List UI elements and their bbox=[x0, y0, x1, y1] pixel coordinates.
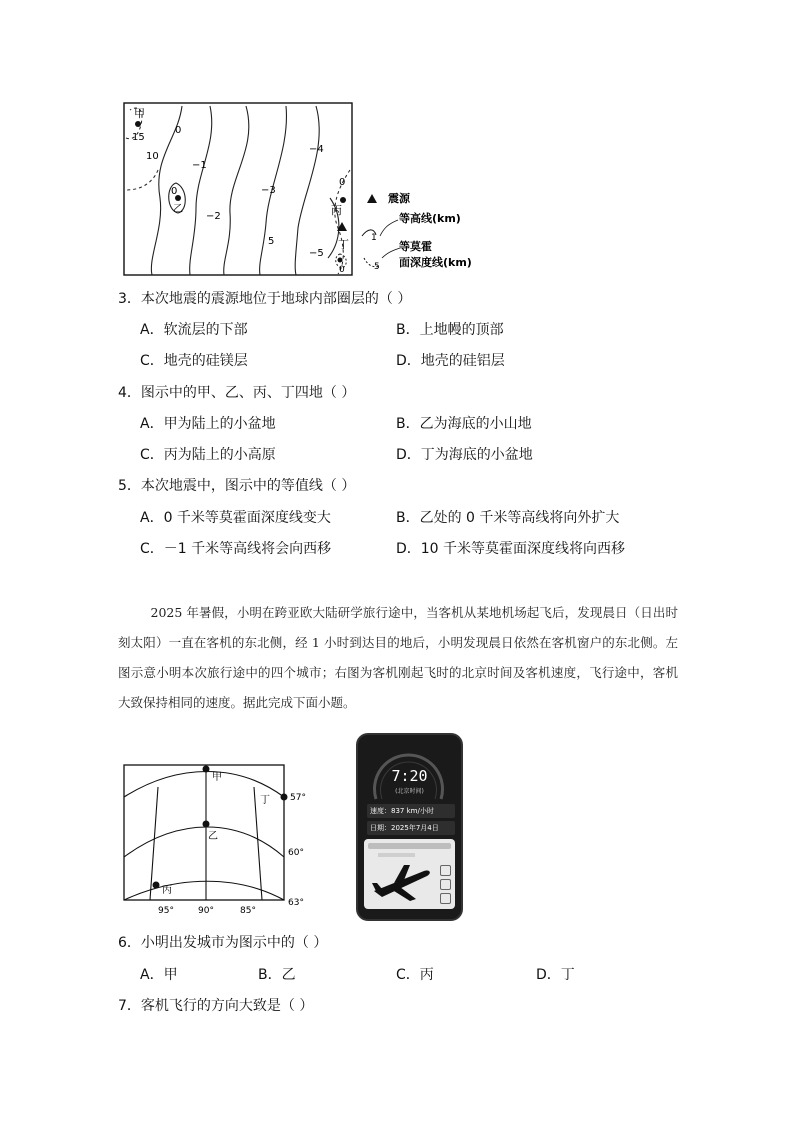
question-6-option-d: D．丁 bbox=[536, 967, 575, 983]
question-5-option-c: C．－1 千米等高线将会向西移 bbox=[140, 541, 332, 557]
lon-label-95: 95° bbox=[158, 906, 174, 916]
city-ding bbox=[281, 794, 288, 801]
city-label-bing: 丙 bbox=[162, 885, 172, 896]
label-0-a: 0 bbox=[175, 125, 182, 136]
card-header-bar bbox=[368, 843, 451, 849]
lon-label-85: 85° bbox=[240, 906, 256, 916]
label-0-b: 0 bbox=[339, 177, 346, 188]
airplane-icon bbox=[370, 861, 432, 903]
legend-moho-sample: 5 bbox=[374, 262, 380, 272]
question-6-option-c: C．丙 bbox=[396, 967, 434, 983]
side-control-1 bbox=[440, 865, 451, 876]
label-jia: 甲 bbox=[134, 107, 145, 120]
passage-block bbox=[118, 598, 678, 718]
question-4-text: 图示中的甲、乙、丙、丁四地（ ） bbox=[140, 385, 356, 401]
question-5-option-a: A．0 千米等莫霍面深度线变大 bbox=[140, 510, 331, 526]
point-ding bbox=[338, 258, 343, 263]
map2-frame bbox=[124, 765, 284, 900]
question-4-option-a: A．甲为陆上的小盆地 bbox=[140, 416, 276, 432]
legend-moho-leader bbox=[382, 248, 400, 258]
speed-readout: 速度：837 km/小时 bbox=[367, 804, 455, 818]
legend-contour-leader bbox=[380, 220, 398, 236]
question-3-option-c: C．地壳的硅镁层 bbox=[140, 353, 248, 369]
side-control-3 bbox=[440, 893, 451, 904]
side-control-2 bbox=[440, 879, 451, 890]
date-readout: 日期：2025年7月4日 bbox=[367, 821, 455, 835]
question-3-number: 3． bbox=[118, 291, 141, 307]
question-5-option-d: D．10 千米等莫霍面深度线将向西移 bbox=[396, 541, 626, 557]
legend-epicenter-icon bbox=[367, 194, 377, 203]
contour-moho-map bbox=[118, 98, 488, 280]
question-7-text: 客机飞行的方向大致是（ ） bbox=[140, 998, 314, 1014]
label-m3: −3 bbox=[261, 185, 276, 196]
question-3-option-d: D．地壳的硅铝层 bbox=[396, 353, 505, 369]
legend-epicenter: 震源 bbox=[388, 192, 410, 205]
point-jia bbox=[135, 121, 141, 127]
label-m5: −5 bbox=[309, 248, 324, 259]
question-5-number: 5． bbox=[118, 478, 141, 494]
parallel-57 bbox=[124, 772, 284, 798]
contour-line-m1 bbox=[190, 106, 212, 275]
question-4-option-c: C．丙为陆上的小高原 bbox=[140, 447, 276, 463]
graticule-city-map bbox=[118, 757, 318, 917]
question-5-option-b: B．乙处的 0 千米等高线将向外扩大 bbox=[396, 510, 620, 526]
departure-time: 7:20 bbox=[391, 767, 428, 785]
question-4-number: 4． bbox=[118, 385, 141, 401]
city-label-ding: 丁 bbox=[260, 795, 270, 806]
label-m4: −4 bbox=[309, 144, 324, 155]
flight-info-phone bbox=[356, 733, 463, 921]
label-m1: −1 bbox=[192, 160, 207, 171]
flight-card bbox=[364, 839, 455, 909]
question-6-stem bbox=[118, 933, 327, 953]
parallel-63 bbox=[124, 881, 284, 900]
point-bing bbox=[340, 197, 346, 203]
label-5: 5 bbox=[268, 236, 275, 247]
question-6-option-a: A．甲 bbox=[140, 967, 178, 983]
lon-label-90: 90° bbox=[198, 906, 214, 916]
label-m2: −2 bbox=[206, 211, 221, 222]
question-6-text: 小明出发城市为图示中的（ ） bbox=[140, 935, 328, 951]
question-7-stem bbox=[118, 996, 313, 1016]
city-yi bbox=[203, 821, 210, 828]
question-4-option-d: D．丁为海底的小盆地 bbox=[396, 447, 533, 463]
card-subheader-bar bbox=[378, 853, 415, 857]
city-bing bbox=[153, 882, 160, 889]
question-3-option-a: A．软流层的下部 bbox=[140, 322, 248, 338]
lat-label-57: 57° bbox=[290, 793, 306, 803]
label-ding: 丁 bbox=[338, 238, 349, 251]
question-3-text: 本次地震的震源地位于地球内部圈层的（ ） bbox=[140, 291, 412, 307]
question-6-option-b: B．乙 bbox=[258, 967, 296, 983]
city-jia bbox=[203, 766, 210, 773]
label-10: 10 bbox=[146, 151, 159, 162]
passage-text: 2025 年暑假，小明在跨亚欧大陆研学旅行途中，当客机从某地机场起飞后，发现晨日（日出时刻太阳）一直在客机的东北侧，经 1 小时到达目的地后，小明发现晨日依然在客机窗户的东北侧。左图示意小明本次旅行途中的四个城市；右图为客机刚起飞时的北京时间及客机速度，飞行途中，客机大致保持相同的速度。据此完成下面小题。 bbox=[118, 605, 678, 710]
legend-contour-sample: 1 bbox=[371, 233, 377, 243]
lat-label-60: 60° bbox=[288, 848, 304, 858]
question-4-option-b: B．乙为海底的小山地 bbox=[396, 416, 532, 432]
legend-moho-2: 面深度线(km) bbox=[399, 256, 472, 269]
parallel-60 bbox=[124, 827, 284, 857]
question-6-number: 6． bbox=[118, 935, 141, 951]
city-label-yi: 乙 bbox=[208, 831, 218, 842]
question-3-stem bbox=[118, 289, 411, 309]
moho-line-10 bbox=[126, 170, 158, 190]
question-5-stem bbox=[118, 476, 355, 496]
contour-line-m2 bbox=[224, 106, 249, 275]
question-4-stem bbox=[118, 383, 355, 403]
question-3-option-b: B．上地幔的顶部 bbox=[396, 322, 504, 338]
label-0-yi: 0 bbox=[171, 186, 178, 197]
label-0-c: 0 bbox=[339, 265, 345, 275]
lat-label-63: 63° bbox=[288, 898, 304, 908]
question-5-text: 本次地震中，图示中的等值线（ ） bbox=[140, 478, 356, 494]
city-label-jia: 甲 bbox=[212, 772, 222, 783]
label-yi: 乙 bbox=[173, 204, 183, 215]
label-bing: 丙 bbox=[331, 204, 342, 217]
question-7-number: 7． bbox=[118, 998, 141, 1014]
time-zone-note: (北京时间) bbox=[395, 788, 424, 795]
legend-contour: 等高线(km) bbox=[399, 212, 461, 225]
legend-moho-1: 等莫霍 bbox=[399, 240, 432, 253]
label-15: 15 bbox=[132, 132, 145, 143]
